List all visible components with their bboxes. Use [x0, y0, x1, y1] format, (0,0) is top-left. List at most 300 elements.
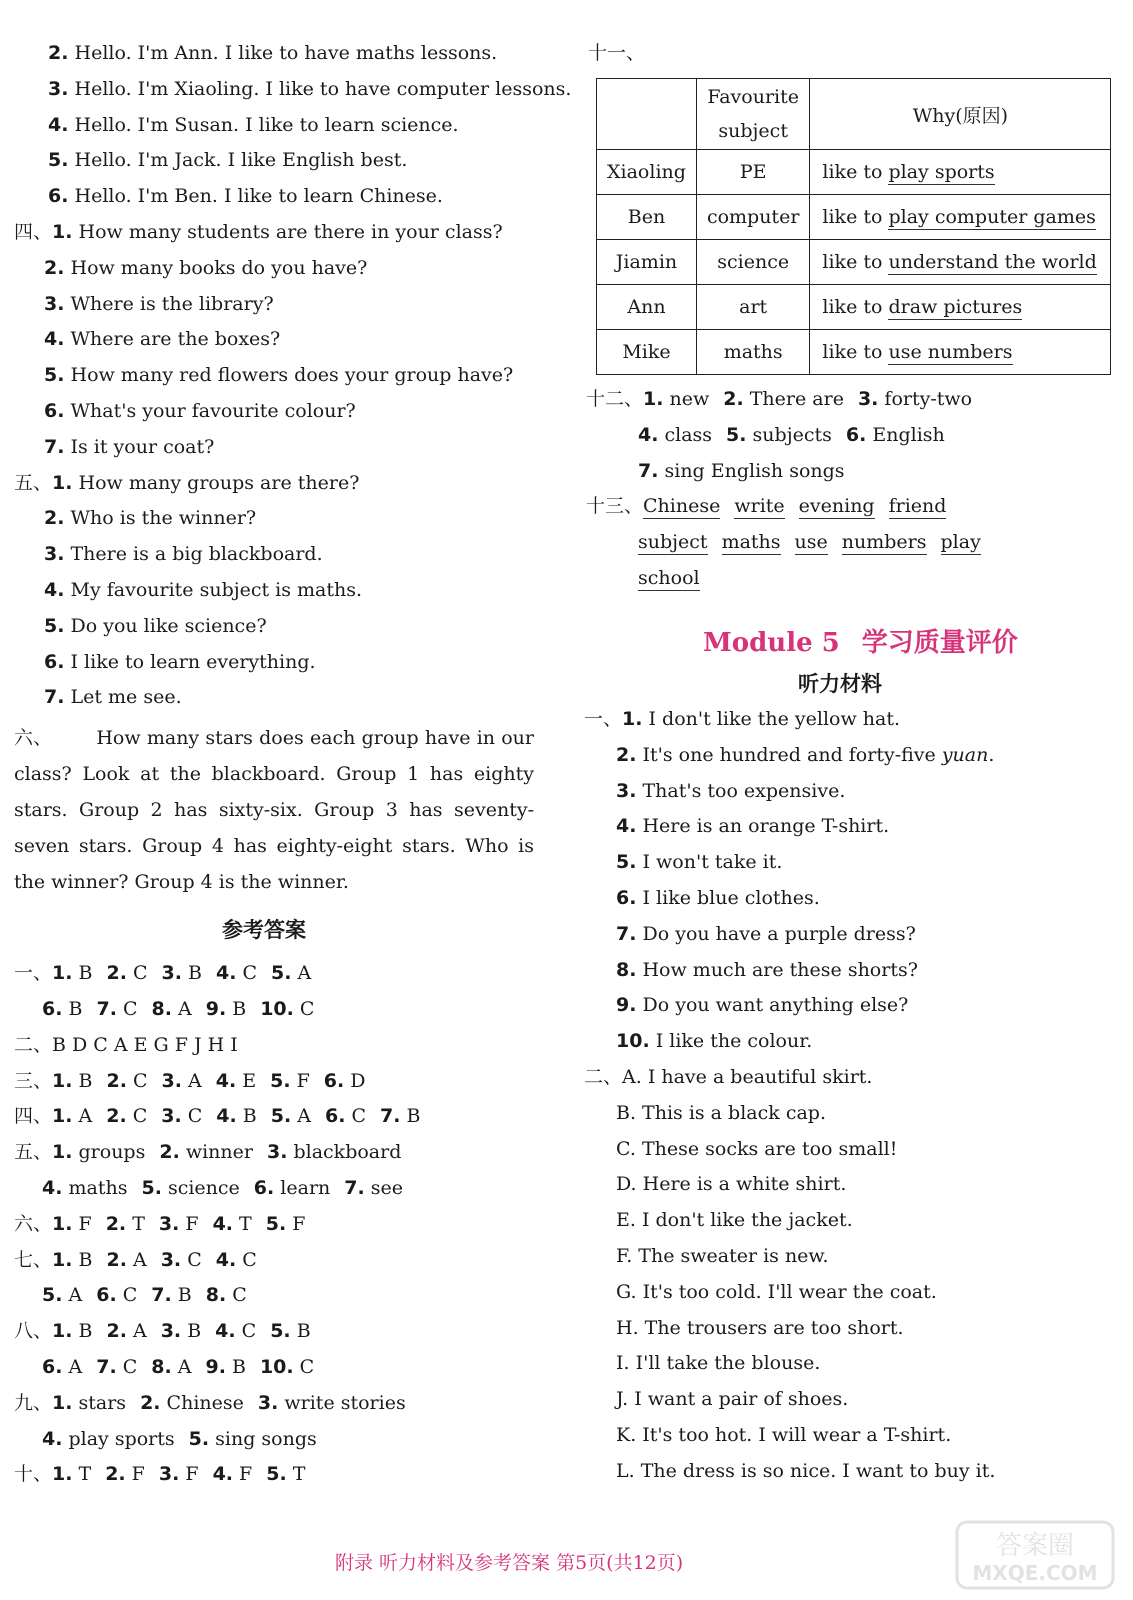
l2-line — [616, 1422, 951, 1448]
listening-line-number: 2. — [48, 42, 69, 64]
l2-text: J. I want a pair of shoes. — [616, 1388, 849, 1411]
l2-line — [616, 1136, 897, 1162]
sec12-answer: class — [658, 423, 713, 446]
answer-value: C — [126, 962, 148, 985]
table-cell-subject: science — [696, 240, 809, 285]
answer-value: Chinese — [160, 1391, 244, 1414]
answer-value: C — [181, 1248, 202, 1271]
answer-number: 4. — [215, 962, 237, 985]
page-footer: 附录 听力材料及参考答案 第5页(共12页) — [335, 1552, 684, 1574]
answer-row — [14, 960, 311, 986]
sec13-word: school — [638, 567, 700, 589]
sec12-label: 十二、 — [586, 388, 644, 410]
answer-number: 4. — [216, 1105, 237, 1128]
sec5-sentence-text: My favourite subject is maths. — [70, 579, 363, 601]
l1-text: I like the colour. — [649, 1030, 813, 1053]
module-title — [703, 622, 1018, 659]
table-head-subject — [696, 79, 809, 150]
l1-line — [616, 778, 845, 804]
answer-value: B — [225, 1356, 246, 1378]
sec4-question-text: How many red flowers does your group have? — [70, 364, 514, 387]
answer-number: 1. — [52, 1212, 73, 1235]
sec5-sentence-number: 1. — [52, 471, 73, 494]
l1-text: Do you have a purple dress? — [636, 922, 916, 945]
sec5-sentence-number: 2. — [44, 507, 65, 530]
table-cell-why — [810, 195, 1111, 240]
sec5-sentence-text: Who is the winner? — [70, 507, 257, 530]
answer-value: A — [291, 1105, 311, 1128]
sec13-word: friend — [888, 495, 947, 518]
answer-number: 3. — [266, 1141, 288, 1164]
answers-heading: 参考答案 — [222, 918, 306, 943]
sec4-question — [44, 255, 367, 281]
listening-line-text: Hello. I'm Ann. I like to have maths lessons. — [74, 42, 498, 64]
answer-number: 1. — [52, 1141, 73, 1164]
answer-number: 8. — [151, 1356, 172, 1378]
answer-value: F — [290, 1069, 310, 1092]
sec12-number: 7. — [638, 459, 659, 482]
answer-number: 4. — [212, 1463, 234, 1486]
table-row — [597, 240, 1111, 285]
table-cell-name: Jiamin — [597, 240, 697, 285]
answer-value: B — [181, 1320, 202, 1343]
answer-value: A — [62, 1284, 83, 1307]
answer-value: C — [345, 1105, 367, 1128]
listening-line-number: 4. — [48, 113, 69, 136]
why-answer: draw pictures — [888, 296, 1023, 318]
table-cell-subject: art — [696, 285, 809, 330]
sec4-question — [14, 219, 503, 245]
sec4-question-number: 1. — [52, 221, 73, 243]
l1-number: 7. — [616, 922, 637, 945]
answer-value: A — [171, 998, 192, 1020]
answer-value: C — [126, 1069, 148, 1092]
sec4-question-number: 3. — [44, 292, 65, 315]
l1-text: Do you want anything else? — [636, 994, 909, 1017]
answer-number: 5. — [266, 1463, 287, 1486]
table-head-subject-line2: subject — [718, 120, 788, 142]
answer-row — [14, 1139, 401, 1165]
l1-text: It's one hundred and forty-five — [636, 743, 942, 766]
answer-value: F — [179, 1212, 199, 1235]
answer-label: 二、 — [14, 1033, 53, 1056]
sec12-answer: forty-two — [878, 388, 973, 410]
sec13-row — [586, 493, 946, 519]
answer-row — [14, 1032, 238, 1058]
answer-number: 3. — [160, 1248, 182, 1271]
sec13-word: maths — [721, 531, 781, 554]
sec13-word: use — [794, 531, 828, 554]
listening-heading: 听力材料 — [798, 672, 882, 696]
l2-text: A. I have a beautiful skirt. — [622, 1066, 873, 1088]
sec5-sentence-number: 6. — [44, 650, 65, 673]
l1-number: 1. — [622, 708, 643, 730]
why-answer: play computer games — [888, 206, 1096, 228]
answer-value: F — [179, 1463, 199, 1486]
answer-value: A — [62, 1356, 83, 1378]
svg-text:MXQE.COM: MXQE.COM — [972, 1561, 1098, 1585]
l1-number: 10. — [616, 1030, 650, 1053]
answer-value: F — [72, 1212, 92, 1235]
l2-text: F. The sweater is new. — [616, 1245, 829, 1267]
table-cell-why — [810, 330, 1111, 375]
sec12-number: 3. — [857, 388, 879, 410]
sec13-row — [638, 565, 700, 591]
answer-number: 2. — [106, 1320, 127, 1343]
answer-label: 三、 — [14, 1069, 53, 1092]
answer-label: 四、 — [14, 1105, 53, 1128]
answer-value: C — [116, 998, 138, 1020]
answer-value: B — [62, 998, 83, 1020]
sec5-sentence — [44, 541, 323, 567]
answer-label: 十、 — [14, 1463, 53, 1486]
answer-value: C — [236, 962, 258, 985]
answer-number: 3. — [161, 962, 182, 985]
sec13-word: subject — [638, 531, 708, 554]
l1-text: Here is an orange T-shirt. — [636, 815, 890, 838]
l1-number: 3. — [616, 779, 637, 802]
answer-value: see — [364, 1177, 403, 1199]
sec5-label: 五、 — [14, 471, 53, 494]
answer-value: C — [226, 1284, 247, 1307]
sec5-sentence-text: How many groups are there? — [78, 471, 360, 494]
sec4-question — [44, 291, 274, 317]
why-prefix: like to — [822, 206, 889, 228]
sec12-row — [586, 386, 972, 412]
answer-number: 3. — [257, 1391, 279, 1414]
why-prefix: like to — [822, 251, 889, 273]
table-row — [597, 330, 1111, 375]
listening-line-text: Hello. I'm Ben. I like to learn Chinese. — [74, 185, 443, 208]
favourite-subject-table — [596, 78, 1111, 375]
answer-row — [14, 1318, 311, 1344]
table-head-subject-line1: Favourite — [707, 86, 799, 108]
l1-line — [616, 742, 994, 768]
table-head-blank — [597, 79, 697, 150]
answer-number: 1. — [52, 1069, 73, 1092]
l1-line — [616, 1028, 812, 1054]
l2-line — [616, 1171, 846, 1197]
sec12-number: 4. — [638, 423, 659, 446]
answer-value: B — [72, 1320, 93, 1343]
answer-number: 3. — [161, 1105, 182, 1128]
l2-text: B. This is a black cap. — [616, 1101, 826, 1124]
answer-number: 6. — [42, 1356, 63, 1378]
answer-number: 1. — [52, 1248, 73, 1271]
answer-number: 1. — [52, 1391, 73, 1414]
answer-value: groups — [72, 1141, 146, 1164]
answer-value: A — [72, 1105, 93, 1128]
answer-row — [14, 1247, 257, 1273]
sec4-question — [44, 398, 356, 424]
l1-italic: yuan — [941, 743, 989, 766]
answer-number: 6. — [253, 1177, 275, 1199]
sec12-number: 1. — [643, 388, 664, 410]
listening-line — [48, 147, 407, 173]
why-answer: use numbers — [888, 341, 1013, 363]
table-cell-why — [810, 285, 1111, 330]
why-prefix: like to — [822, 341, 889, 363]
l2-line — [584, 1064, 872, 1090]
answer-number: 2. — [159, 1141, 180, 1164]
answer-row — [42, 1175, 403, 1201]
answer-number: 7. — [344, 1177, 365, 1199]
table-cell-subject: maths — [696, 330, 809, 375]
l1-text: I like blue clothes. — [636, 887, 820, 909]
why-answer: understand the world — [888, 251, 1097, 273]
answer-number: 10. — [260, 998, 294, 1020]
answer-row — [42, 1354, 314, 1380]
l2-line — [616, 1458, 995, 1484]
answer-number: 8. — [205, 1284, 227, 1307]
answer-number: 2. — [105, 1463, 126, 1486]
answer-label: 六、 — [14, 1212, 53, 1235]
answer-value: A — [126, 1248, 147, 1271]
answer-number: 4. — [42, 1427, 63, 1450]
l1-line — [616, 885, 820, 911]
table-cell-name: Mike — [597, 330, 697, 375]
sec4-question-number: 5. — [44, 364, 65, 387]
answer-value: B — [290, 1320, 311, 1343]
answer-number: 2. — [140, 1391, 161, 1414]
answer-value: A — [126, 1320, 147, 1343]
module-subtitle: 学习质量评价 — [861, 628, 1018, 658]
answer-number: 4. — [42, 1177, 63, 1199]
sec5-sentence-text: Do you like science? — [70, 614, 267, 637]
answer-number: 5. — [265, 1212, 287, 1235]
l1-label: 一、 — [584, 708, 623, 730]
listening-line — [48, 183, 443, 209]
answer-number: 5. — [270, 1320, 291, 1343]
answer-value: C — [293, 998, 315, 1020]
sec5-sentence-number: 7. — [44, 686, 65, 709]
answer-value: C — [181, 1105, 203, 1128]
sec4-question-text: Where are the boxes? — [70, 328, 281, 351]
answer-number: 3. — [158, 1463, 180, 1486]
answer-number: 7. — [151, 1284, 172, 1307]
answer-value: B — [226, 998, 247, 1020]
sec5-sentence — [44, 684, 182, 710]
sec13-word: write — [734, 495, 785, 518]
sec5-sentence-text: There is a big blackboard. — [70, 543, 323, 566]
answer-number: 9. — [205, 1356, 226, 1378]
table-head-why: Why(原因) — [810, 79, 1111, 150]
answer-row — [42, 996, 314, 1022]
l2-text: H. The trousers are too short. — [616, 1316, 904, 1339]
sec13-word: evening — [798, 495, 875, 518]
answer-value: sing songs — [209, 1427, 317, 1450]
answer-value: stars — [72, 1391, 127, 1414]
sec5-sentence — [44, 505, 256, 531]
sec6-label: 六、 — [14, 727, 53, 750]
l1-text: I don't like the yellow hat. — [642, 708, 901, 730]
sec4-question-number: 6. — [44, 400, 65, 422]
sec4-question-text: How many books do you have? — [70, 256, 368, 279]
answer-number: 6. — [323, 1069, 345, 1092]
answer-number: 2. — [106, 1248, 127, 1271]
listening-line-text: Hello. I'm Jack. I like English best. — [74, 149, 408, 172]
table-cell-why — [810, 150, 1111, 195]
l1-line — [616, 849, 782, 875]
listening-line-number: 6. — [48, 185, 69, 208]
answer-value: C — [116, 1356, 138, 1378]
answer-label: 七、 — [14, 1248, 53, 1271]
l1-line — [616, 957, 918, 983]
sec4-question-text: Is it your coat? — [70, 435, 215, 458]
l1-line — [616, 992, 908, 1018]
answer-value: B — [72, 1248, 93, 1271]
answer-label: 八、 — [14, 1320, 53, 1343]
l1-number: 5. — [616, 851, 637, 874]
sec13-word: play — [940, 531, 981, 554]
sec5-sentence-text: I like to learn everything. — [70, 650, 316, 673]
sec5-sentence-number: 5. — [44, 614, 65, 637]
sec12-answer: subjects — [746, 423, 832, 446]
sec4-question-text: How many students are there in your class? — [78, 221, 503, 243]
l1-end: . — [988, 743, 995, 766]
listening-line-text: Hello. I'm Xiaoling. I like to have computer lessons. — [74, 77, 572, 100]
sec5-sentence — [14, 470, 359, 496]
l1-line — [584, 706, 900, 732]
answer-number: 6. — [324, 1105, 346, 1128]
sec5-sentence-number: 3. — [44, 543, 65, 566]
answer-number: 5. — [42, 1284, 63, 1307]
answer-value: winner — [179, 1141, 253, 1164]
answer-number: 2. — [106, 962, 127, 985]
answer-number: 3. — [160, 1320, 182, 1343]
sec6-passage — [14, 720, 534, 900]
answer-number: 1. — [52, 1463, 73, 1486]
answer-value: C — [235, 1320, 257, 1343]
answer-value: B — [72, 1069, 93, 1092]
answer-value: learn — [274, 1177, 331, 1199]
table-cell-name: Xiaoling — [597, 150, 697, 195]
sec11-label: 十一、 — [588, 42, 646, 64]
answer-value: B — [72, 962, 93, 985]
l1-number: 6. — [616, 887, 637, 909]
l1-text: I won't take it. — [636, 851, 783, 874]
sec12-answer: English — [866, 423, 945, 446]
sec4-question-number: 4. — [44, 328, 65, 351]
l2-text: C. These socks are too small! — [616, 1137, 898, 1160]
answer-number: 6. — [42, 998, 63, 1020]
l2-line — [616, 1243, 828, 1269]
l2-text: K. It's too hot. I will wear a T-shirt. — [616, 1424, 952, 1446]
listening-line — [48, 112, 459, 138]
table-cell-name: Ben — [597, 195, 697, 240]
answer-value: C — [126, 1105, 148, 1128]
answer-label: 九、 — [14, 1391, 53, 1414]
answer-value: blackboard — [287, 1141, 402, 1164]
sec12-number: 5. — [726, 423, 747, 446]
listening-line — [48, 76, 571, 102]
listening-line-number: 3. — [48, 77, 69, 100]
l1-line — [616, 813, 889, 839]
answer-number: 9. — [205, 998, 227, 1020]
sec13-label: 十三、 — [586, 495, 644, 518]
answer-value: C — [236, 1248, 257, 1271]
l2-line — [616, 1279, 937, 1305]
sec13-row — [638, 529, 981, 555]
table-row — [597, 195, 1111, 240]
answer-value: B — [400, 1105, 421, 1128]
answer-value: B — [236, 1105, 257, 1128]
answer-value: A — [181, 1069, 202, 1092]
table-cell-name: Ann — [597, 285, 697, 330]
answer-value: T — [126, 1212, 145, 1235]
answer-text: B D C A E G F J H I — [52, 1033, 238, 1056]
answer-number: 7. — [96, 998, 117, 1020]
listening-line-text: Hello. I'm Susan. I like to learn science. — [74, 113, 459, 136]
answer-label: 五、 — [14, 1141, 53, 1164]
answer-number: 10. — [259, 1356, 294, 1378]
sec12-number: 2. — [723, 388, 744, 410]
l1-number: 2. — [616, 743, 637, 766]
listening-line — [48, 40, 497, 66]
answer-number: 6. — [96, 1284, 117, 1307]
answer-row — [14, 1103, 420, 1129]
l2-line — [616, 1315, 904, 1341]
answer-label: 一、 — [14, 962, 53, 985]
sec4-question-number: 2. — [44, 256, 65, 279]
sec5-sentence — [44, 613, 267, 639]
l2-line — [616, 1386, 848, 1412]
answer-number: 2. — [106, 1069, 127, 1092]
l2-line — [616, 1350, 820, 1376]
answer-number: 7. — [380, 1105, 401, 1128]
answer-number: 8. — [151, 998, 172, 1020]
answer-number: 4. — [212, 1212, 234, 1235]
answer-value: A — [171, 1356, 192, 1378]
table-row — [597, 150, 1111, 195]
answer-number: 1. — [52, 962, 73, 985]
l2-text: I. I'll take the blouse. — [616, 1352, 821, 1375]
answer-value: F — [233, 1463, 253, 1486]
sec12-row — [638, 422, 945, 448]
answer-number: 5. — [271, 962, 292, 985]
l2-label: 二、 — [584, 1066, 623, 1088]
l2-text: E. I don't like the jacket. — [616, 1209, 853, 1232]
table-cell-subject: computer — [696, 195, 809, 240]
sec4-question — [44, 326, 280, 352]
answer-value: maths — [62, 1177, 128, 1199]
sec6-text: How many stars does each group have in our class? Look at the blackboard. Group 1 has eighty stars. Group 2 has sixty-six. Group 3 has seventy-seven stars. Group 4 has eighty-eight stars. Who is the winner? Group 4 is the winner. — [14, 727, 534, 894]
sec4-label: 四、 — [14, 221, 53, 243]
answer-value: C — [293, 1356, 315, 1378]
answer-value: F — [125, 1463, 145, 1486]
l2-text: D. Here is a white shirt. — [616, 1173, 847, 1196]
table-row — [597, 285, 1111, 330]
sec12-answer: sing English songs — [658, 459, 845, 482]
sec4-question — [44, 434, 214, 460]
sec4-question-number: 7. — [44, 435, 65, 458]
answer-value: write stories — [278, 1391, 406, 1414]
answer-number: 2. — [106, 1105, 127, 1128]
sec12-number: 6. — [845, 423, 867, 446]
sec5-sentence — [44, 577, 362, 603]
answer-number: 5. — [270, 1069, 291, 1092]
listening-line-number: 5. — [48, 149, 69, 172]
l1-number: 4. — [616, 815, 637, 838]
watermark-logo — [955, 1520, 1115, 1590]
answer-value: T — [286, 1463, 306, 1486]
answer-value: F — [286, 1212, 306, 1235]
sec5-sentence — [44, 649, 316, 675]
l2-line — [616, 1207, 853, 1233]
answer-number: 4. — [215, 1069, 237, 1092]
why-answer: play sports — [888, 161, 995, 183]
sec13-word: Chinese — [643, 495, 721, 518]
